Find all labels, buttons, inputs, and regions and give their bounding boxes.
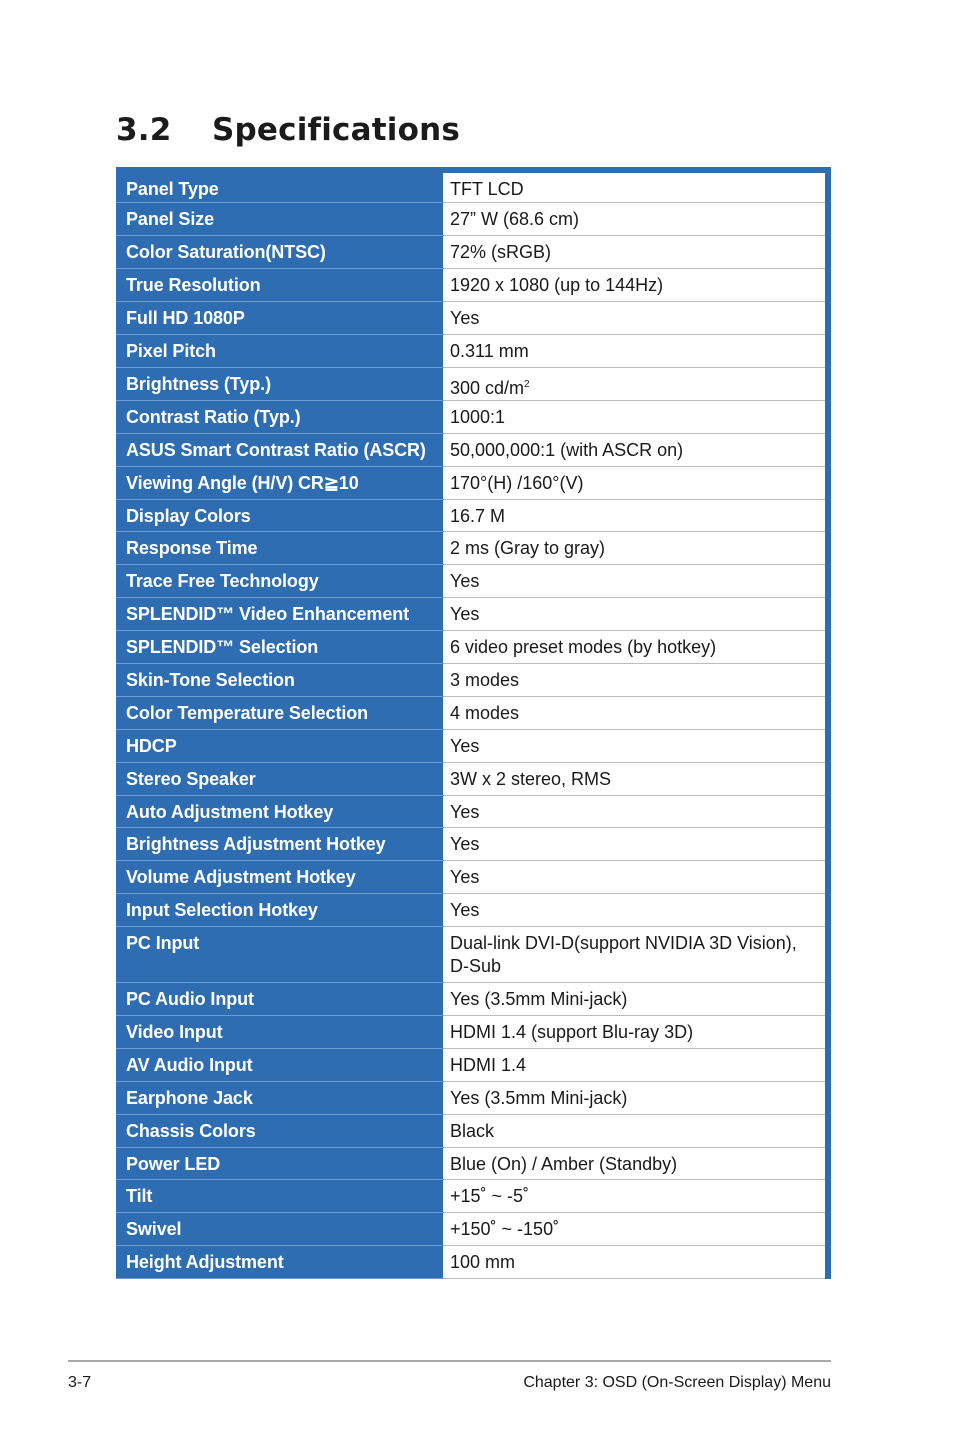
spec-value [444, 203, 829, 236]
spec-value-text: Dual-link DVI-D(support NVIDIA 3D Vision), D-Sub [450, 933, 797, 977]
spec-value [444, 663, 829, 696]
spec-label: Stereo Speaker [116, 762, 444, 795]
spec-value [444, 367, 829, 400]
spec-value [444, 499, 829, 532]
spec-row [116, 861, 828, 894]
spec-row [116, 1015, 828, 1048]
spec-label: Display Colors [116, 499, 444, 532]
specifications-table-body [116, 170, 828, 1279]
spec-value-text: Yes [450, 571, 480, 592]
spec-label: Color Saturation(NTSC) [116, 236, 444, 269]
spec-row [116, 1048, 828, 1081]
spec-label: Input Selection Hotkey [116, 894, 444, 927]
spec-row [116, 532, 828, 565]
spec-value-text: 300 cd/m [450, 377, 525, 398]
spec-value-superscript: 2 [524, 378, 530, 390]
spec-value-text: 1920 x 1080 (up to 144Hz) [450, 275, 664, 296]
spec-value-text: HDMI 1.4 (support Blu-ray 3D) [450, 1021, 694, 1042]
spec-row [116, 598, 828, 631]
spec-value-text: 100 mm [450, 1252, 516, 1273]
spec-label: Full HD 1080P [116, 302, 444, 335]
spec-value [444, 828, 829, 861]
spec-row [116, 334, 828, 367]
spec-value [444, 894, 829, 927]
spec-value [444, 729, 829, 762]
spec-row [116, 269, 828, 302]
spec-value [444, 762, 829, 795]
spec-row [116, 1147, 828, 1180]
spec-row [116, 663, 828, 696]
spec-value-text: Yes [450, 867, 480, 888]
spec-value-text: 27” W (68.6 cm) [450, 209, 580, 230]
spec-label: Volume Adjustment Hotkey [116, 861, 444, 894]
spec-value [444, 1246, 829, 1279]
spec-value-text: Black [450, 1120, 495, 1141]
spec-value [444, 1081, 829, 1114]
page-number: 3-7 [68, 1374, 92, 1391]
spec-label: Contrast Ratio (Typ.) [116, 400, 444, 433]
spec-value-text: 3 modes [450, 669, 520, 690]
spec-row [116, 894, 828, 927]
spec-label: HDCP [116, 729, 444, 762]
spec-label: Chassis Colors [116, 1114, 444, 1147]
spec-value-text: 2 ms (Gray to gray) [450, 538, 606, 559]
spec-label: Color Temperature Selection [116, 696, 444, 729]
spec-label: Earphone Jack [116, 1081, 444, 1114]
section-title: Specifications [212, 112, 461, 148]
spec-value [444, 400, 829, 433]
spec-value [444, 532, 829, 565]
spec-row [116, 466, 828, 499]
specifications-table [116, 167, 831, 1279]
spec-value-text: +150˚ ~ -150˚ [450, 1219, 560, 1240]
spec-row [116, 1180, 828, 1213]
spec-value-text: Yes [450, 801, 480, 822]
spec-row [116, 170, 828, 203]
spec-row [116, 927, 828, 983]
spec-label: SPLENDID™ Video Enhancement [116, 598, 444, 631]
spec-value-text: Yes [450, 604, 480, 625]
spec-label: Brightness Adjustment Hotkey [116, 828, 444, 861]
spec-row [116, 499, 828, 532]
spec-row [116, 1114, 828, 1147]
spec-row [116, 828, 828, 861]
spec-value-text: 50,000,000:1 (with ASCR on) [450, 439, 684, 460]
spec-row [116, 236, 828, 269]
spec-row [116, 795, 828, 828]
spec-value-text: +15˚ ~ -5˚ [450, 1186, 530, 1207]
spec-label: Viewing Angle (H/V) CR≧10 [116, 466, 444, 499]
spec-label: Pixel Pitch [116, 334, 444, 367]
spec-value [444, 696, 829, 729]
spec-row [116, 1246, 828, 1279]
spec-value-text: Yes (3.5mm Mini-jack) [450, 1087, 628, 1108]
spec-value [444, 1147, 829, 1180]
spec-row [116, 729, 828, 762]
spec-value [444, 1114, 829, 1147]
footer-divider [68, 1360, 831, 1362]
section-number: 3.2 [116, 112, 172, 148]
spec-value-text: HDMI 1.4 [450, 1054, 527, 1075]
spec-row [116, 1081, 828, 1114]
spec-label: Brightness (Typ.) [116, 367, 444, 400]
spec-value-text: 6 video preset modes (by hotkey) [450, 637, 717, 658]
spec-label: Video Input [116, 1015, 444, 1048]
spec-row [116, 983, 828, 1016]
spec-row [116, 433, 828, 466]
spec-label: Trace Free Technology [116, 565, 444, 598]
spec-row [116, 631, 828, 664]
spec-label: PC Audio Input [116, 983, 444, 1016]
spec-value [444, 1048, 829, 1081]
spec-label: True Resolution [116, 269, 444, 302]
spec-value [444, 1180, 829, 1213]
spec-value-text: 1000:1 [450, 406, 506, 427]
spec-value [444, 795, 829, 828]
spec-label: Response Time [116, 532, 444, 565]
spec-value-text: 170°(H) /160°(V) [450, 472, 584, 493]
spec-row [116, 1213, 828, 1246]
spec-value [444, 598, 829, 631]
spec-value-text: 16.7 M [450, 505, 506, 526]
spec-value-text: Blue (On) / Amber (Standby) [450, 1153, 678, 1174]
spec-value [444, 861, 829, 894]
spec-value [444, 236, 829, 269]
chapter-title: Chapter 3: OSD (On-Screen Display) Menu [523, 1374, 831, 1391]
spec-value-text: Yes [450, 735, 480, 756]
spec-value-text: Yes [450, 834, 480, 855]
spec-label: Panel Size [116, 203, 444, 236]
spec-value-text: TFT LCD [450, 179, 524, 199]
spec-label: Height Adjustment [116, 1246, 444, 1279]
spec-row [116, 400, 828, 433]
spec-value-text: Yes [450, 900, 480, 921]
spec-row [116, 203, 828, 236]
spec-value [444, 466, 829, 499]
spec-row [116, 696, 828, 729]
spec-row [116, 302, 828, 335]
spec-label: PC Input [116, 927, 444, 983]
spec-label: ASUS Smart Contrast Ratio (ASCR) [116, 433, 444, 466]
spec-value [444, 927, 829, 983]
spec-label: Auto Adjustment Hotkey [116, 795, 444, 828]
spec-label: Skin-Tone Selection [116, 663, 444, 696]
section-heading [116, 112, 460, 148]
spec-label: SPLENDID™ Selection [116, 631, 444, 664]
spec-value [444, 565, 829, 598]
spec-value-text: 4 modes [450, 702, 520, 723]
spec-value-text: Yes [450, 308, 480, 329]
spec-label: Panel Type [116, 170, 444, 203]
spec-label: Power LED [116, 1147, 444, 1180]
spec-label: Swivel [116, 1213, 444, 1246]
spec-row [116, 367, 828, 400]
spec-row [116, 565, 828, 598]
spec-value [444, 302, 829, 335]
spec-row [116, 762, 828, 795]
spec-label: AV Audio Input [116, 1048, 444, 1081]
spec-value [444, 1015, 829, 1048]
spec-value [444, 170, 829, 203]
spec-value-text: 0.311 mm [450, 340, 529, 361]
spec-value-text: Yes (3.5mm Mini-jack) [450, 989, 628, 1010]
spec-value [444, 1213, 829, 1246]
spec-value-text: 72% (sRGB) [450, 242, 552, 263]
spec-value [444, 631, 829, 664]
spec-value [444, 433, 829, 466]
spec-value [444, 269, 829, 302]
spec-value [444, 983, 829, 1016]
spec-label: Tilt [116, 1180, 444, 1213]
spec-value [444, 334, 829, 367]
spec-value-text: 3W x 2 stereo, RMS [450, 768, 612, 789]
